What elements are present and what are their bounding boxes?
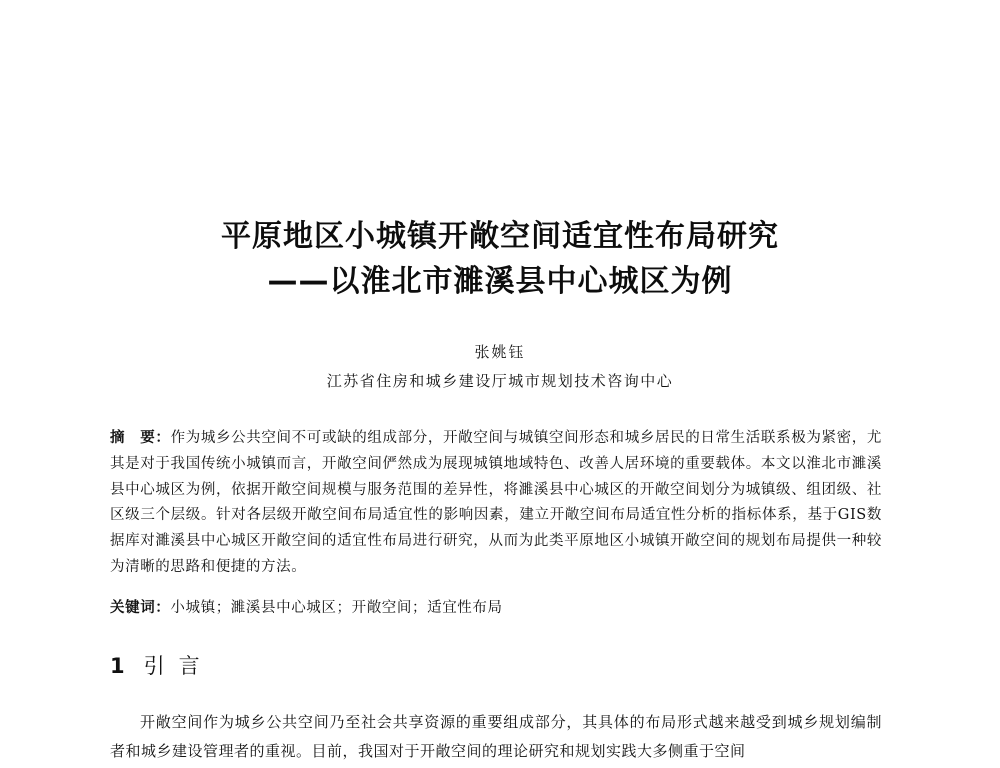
author-affiliation: 江苏省住房和城乡建设厅城市规划技术咨询中心 (326, 372, 674, 390)
abstract-text: 作为城乡公共空间不可或缺的组成部分，开敞空间与城镇空间形态和城乡居民的日常生活联系极为紧密，尤其是对于我国传统小城镇而言，开敞空间俨然成为展现城镇地域特色、改善人居环境的重要载体。本文以淮北市濉溪县中心城区为例，依据开敞空间规模与服务范围的差异性，将濉溪县中心城区的开敞空间划分为城镇级、组团级、社区级三个层级。针对各层级开敞空间布局适宜性的影响因素，建立开敞空间布局适宜性分析的指标体系，基于GIS数据库对濉溪县中心城区开敞空间的适宜性布局进行研究，从而为此类平原地区小城镇开敞空间的规划布局提供一种较为清晰的思路和便捷的方法。 (110, 430, 882, 575)
keywords (110, 596, 882, 617)
section-heading (110, 650, 214, 680)
section-number: 1 (110, 654, 126, 678)
abstract (110, 426, 882, 581)
paper-subtitle: ——以淮北市濉溪县中心城区为例 (267, 264, 733, 299)
author-name: 张姚钰 (474, 343, 526, 361)
section-title: 引言 (143, 654, 214, 678)
paper-title: 平原地区小城镇开敞空间适宜性布局研究 (221, 219, 779, 254)
keywords-label: 关键词： (110, 600, 171, 616)
abstract-label: 摘 要： (110, 430, 171, 446)
keywords-text: 小城镇；濉溪县中心城区；开敞空间；适宜性布局 (170, 600, 503, 616)
body-paragraph: 开敞空间作为城乡公共空间乃至社会共享资源的重要组成部分，其具体的布局形式越来越受到城乡规划编制者和城乡建设管理者的重视。目前，我国对于开敞空间的理论研究和规划实践大多侧重于空间 (110, 713, 882, 760)
